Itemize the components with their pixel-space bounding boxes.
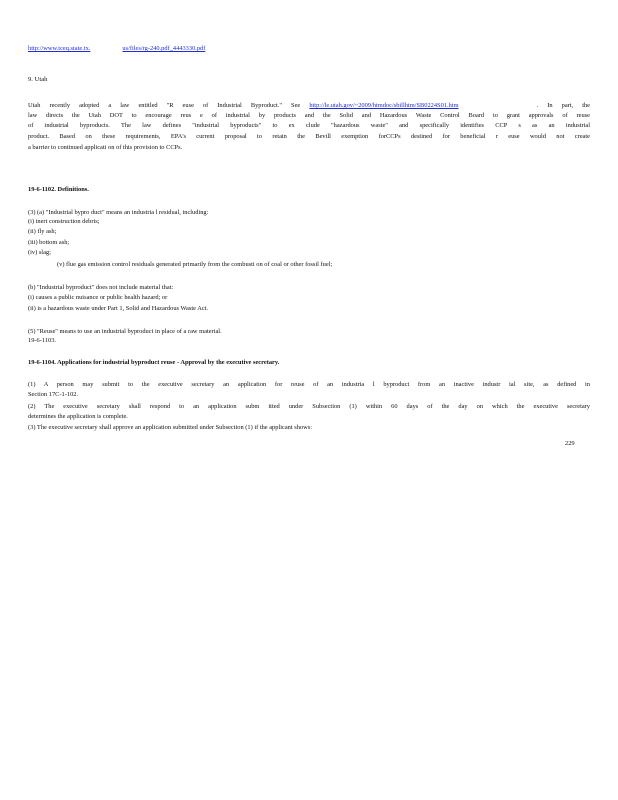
byproduct-exclusion-line: (b) "Industrial byproduct" does not include material that: bbox=[28, 284, 174, 291]
paragraph-line-3: of industrial byproducts. The law defines "industrial byproducts" to ex clude "hazardous waste" and specifically identifies CCP s as an industrial bbox=[28, 122, 590, 129]
para-text: . In part, the bbox=[536, 102, 590, 109]
definition-line: (ii) fly ash; bbox=[28, 228, 57, 235]
section-title-utah: 9. Utah bbox=[28, 76, 48, 83]
definition-line: (i) inert construction debris; bbox=[28, 218, 100, 225]
para-text: Utah recently adopted a law entitled "R euse of Industrial Byproduct." See bbox=[28, 102, 301, 109]
applications-heading: 19-6-1104. Applications for industrial byproduct reuse - Approval by the executive secretary. bbox=[28, 359, 280, 366]
definitions-heading: 19-6-1102. Definitions. bbox=[28, 186, 89, 193]
tceq-link-part1[interactable]: http://www.tceq.state.tx. bbox=[28, 45, 91, 52]
application-line: (3) The executive secretary shall approve an application submitted under Subsection (1) if the applicant shows: bbox=[28, 424, 312, 431]
reuse-definition-line: (5) "Reuse" means to use an industrial byproduct in place of a raw material. bbox=[28, 328, 222, 335]
paragraph-line-1 bbox=[28, 102, 590, 110]
byproduct-exclusion-line: (ii) is a hazardous waste under Part 1, Solid and Hazardous Waste Act. bbox=[28, 305, 209, 312]
page-number: 229 bbox=[565, 440, 575, 447]
reference-link-line bbox=[28, 45, 590, 53]
paragraph-line-4: product. Based on these requirements, EPA's current proposal to retain the Bevill exemption forCCPs destined for beneficial r euse would not create bbox=[28, 133, 590, 140]
application-line: Section 17C-1-102. bbox=[28, 391, 79, 398]
application-line: (1) A person may submit to the executive secretary an application for reuse of an industria l byproduct from an inactive industr ial site, as defined in bbox=[28, 381, 590, 388]
paragraph-line-2: law directs the Utah DOT to encourage reus e of industrial by products and the Solid and Hazardous Waste Control Board to grant approvals of reuse bbox=[28, 112, 590, 119]
application-line: (2) The executive secretary shall respond to an application subm itted under Subsection (1) within 60 days of the day on which the executive secretary bbox=[28, 403, 590, 410]
application-line: determines the application is complete. bbox=[28, 413, 128, 420]
definition-line-v: (v) flue gas emission control residuals generated primarily from the combusti on of coal or other fossil fuel; bbox=[57, 261, 333, 268]
section-number-line: 19-6-1103. bbox=[28, 337, 56, 344]
paragraph-line-5: a barrier to continued applicati on of this provision to CCPs. bbox=[28, 144, 183, 151]
tceq-link-part2[interactable]: us/files/rg-240.pdf_4443330.pdf bbox=[122, 45, 206, 52]
utah-legislation-link[interactable]: http://le.utah.gov/~2009/htmdoc/sbillhtm/SB0224S01.htm bbox=[309, 102, 459, 109]
definition-line: (iii) bottom ash; bbox=[28, 239, 70, 246]
definition-line: (iv) slag; bbox=[28, 249, 51, 256]
byproduct-exclusion-line: (i) causes a public nuisance or public health hazard; or bbox=[28, 294, 168, 301]
definition-line: (3) (a) "Industrial bypro duct" means an industria l residual, including: bbox=[28, 209, 209, 216]
